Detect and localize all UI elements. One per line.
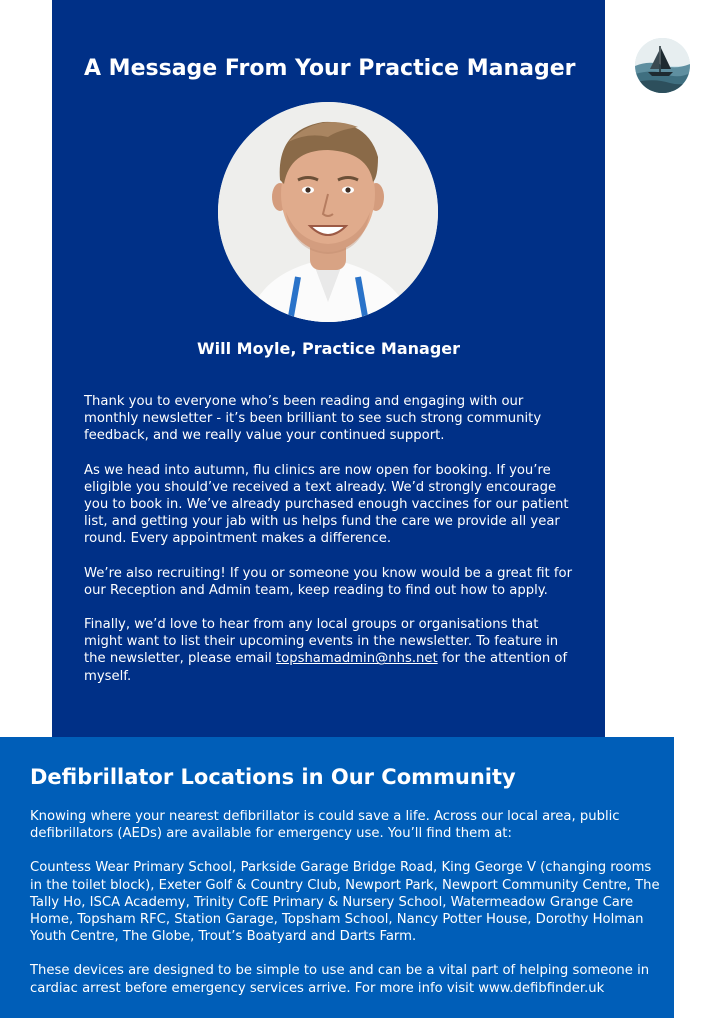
defib-locations: Countess Wear Primary School, Parkside Garage Bridge Road, King George V (changing rooms in the toilet block), Exeter Golf & Country Club, Newport Park, Newport Community Centre, The Tally Ho, ISCA Academy, Trinity CofE Primary & Nursery School, Watermeadow Grange Care Home, Topsham RFC, Station Garage, Topsham School, Nancy Potter House, Dorothy Holman Youth Centre, The Globe, Trout’s Boatyard and Darts Farm. <box>30 860 660 945</box>
defib-closing: These devices are designed to be simple to use and can be a vital part of helping someone in cardiac arrest before emergency services arrive. For more info visit www.defibfinder.uk <box>30 963 650 996</box>
contact-email-link[interactable]: topshamadmin@nhs.net <box>275 651 438 667</box>
defibrillator-locations-panel <box>0 737 674 1018</box>
practice-manager-message-panel <box>52 0 605 737</box>
message-paragraph: We’re also recruiting! If you or someone you know would be a great fit for our Reception and Admin team, keep reading to find out how to apply. <box>84 565 573 598</box>
section-title: Defibrillator Locations in Our Community <box>30 765 516 789</box>
sailboat-logo-icon <box>635 38 690 93</box>
defib-intro: Knowing where your nearest defibrillator is could save a life. Across our local area, public defibrillators (AEDs) are available for emergency use. You’ll find them at: <box>30 809 620 842</box>
message-body <box>84 393 574 702</box>
contact-text-after: for the attention of myself. <box>84 651 568 684</box>
defibrillator-body <box>30 808 660 1014</box>
photo-caption: Will Moyle, Practice Manager <box>196 339 461 358</box>
message-paragraph: Thank you to everyone who’s been reading and engaging with our monthly newsletter - it’s been brilliant to see such strong community feedback, and we really value your continued support. <box>84 394 542 444</box>
page-title: A Message From Your Practice Manager <box>84 56 576 81</box>
message-paragraph: As we head into autumn, flu clinics are now open for booking. If you’re eligible you should’ve received a text already. We’d strongly encourage you to book in. We’ve already purchased enough vaccines for our patient list, and getting your jab with us helps fund the care we provide all year round. Every appointment makes a difference. <box>84 462 569 547</box>
contact-text-before: Finally, we’d love to hear from any local groups or organisations that might want to list their upcoming events in the newsletter. To feature in the newsletter, please email <box>84 617 559 667</box>
message-paragraph-contact <box>84 616 574 685</box>
practice-manager-photo <box>218 102 438 322</box>
